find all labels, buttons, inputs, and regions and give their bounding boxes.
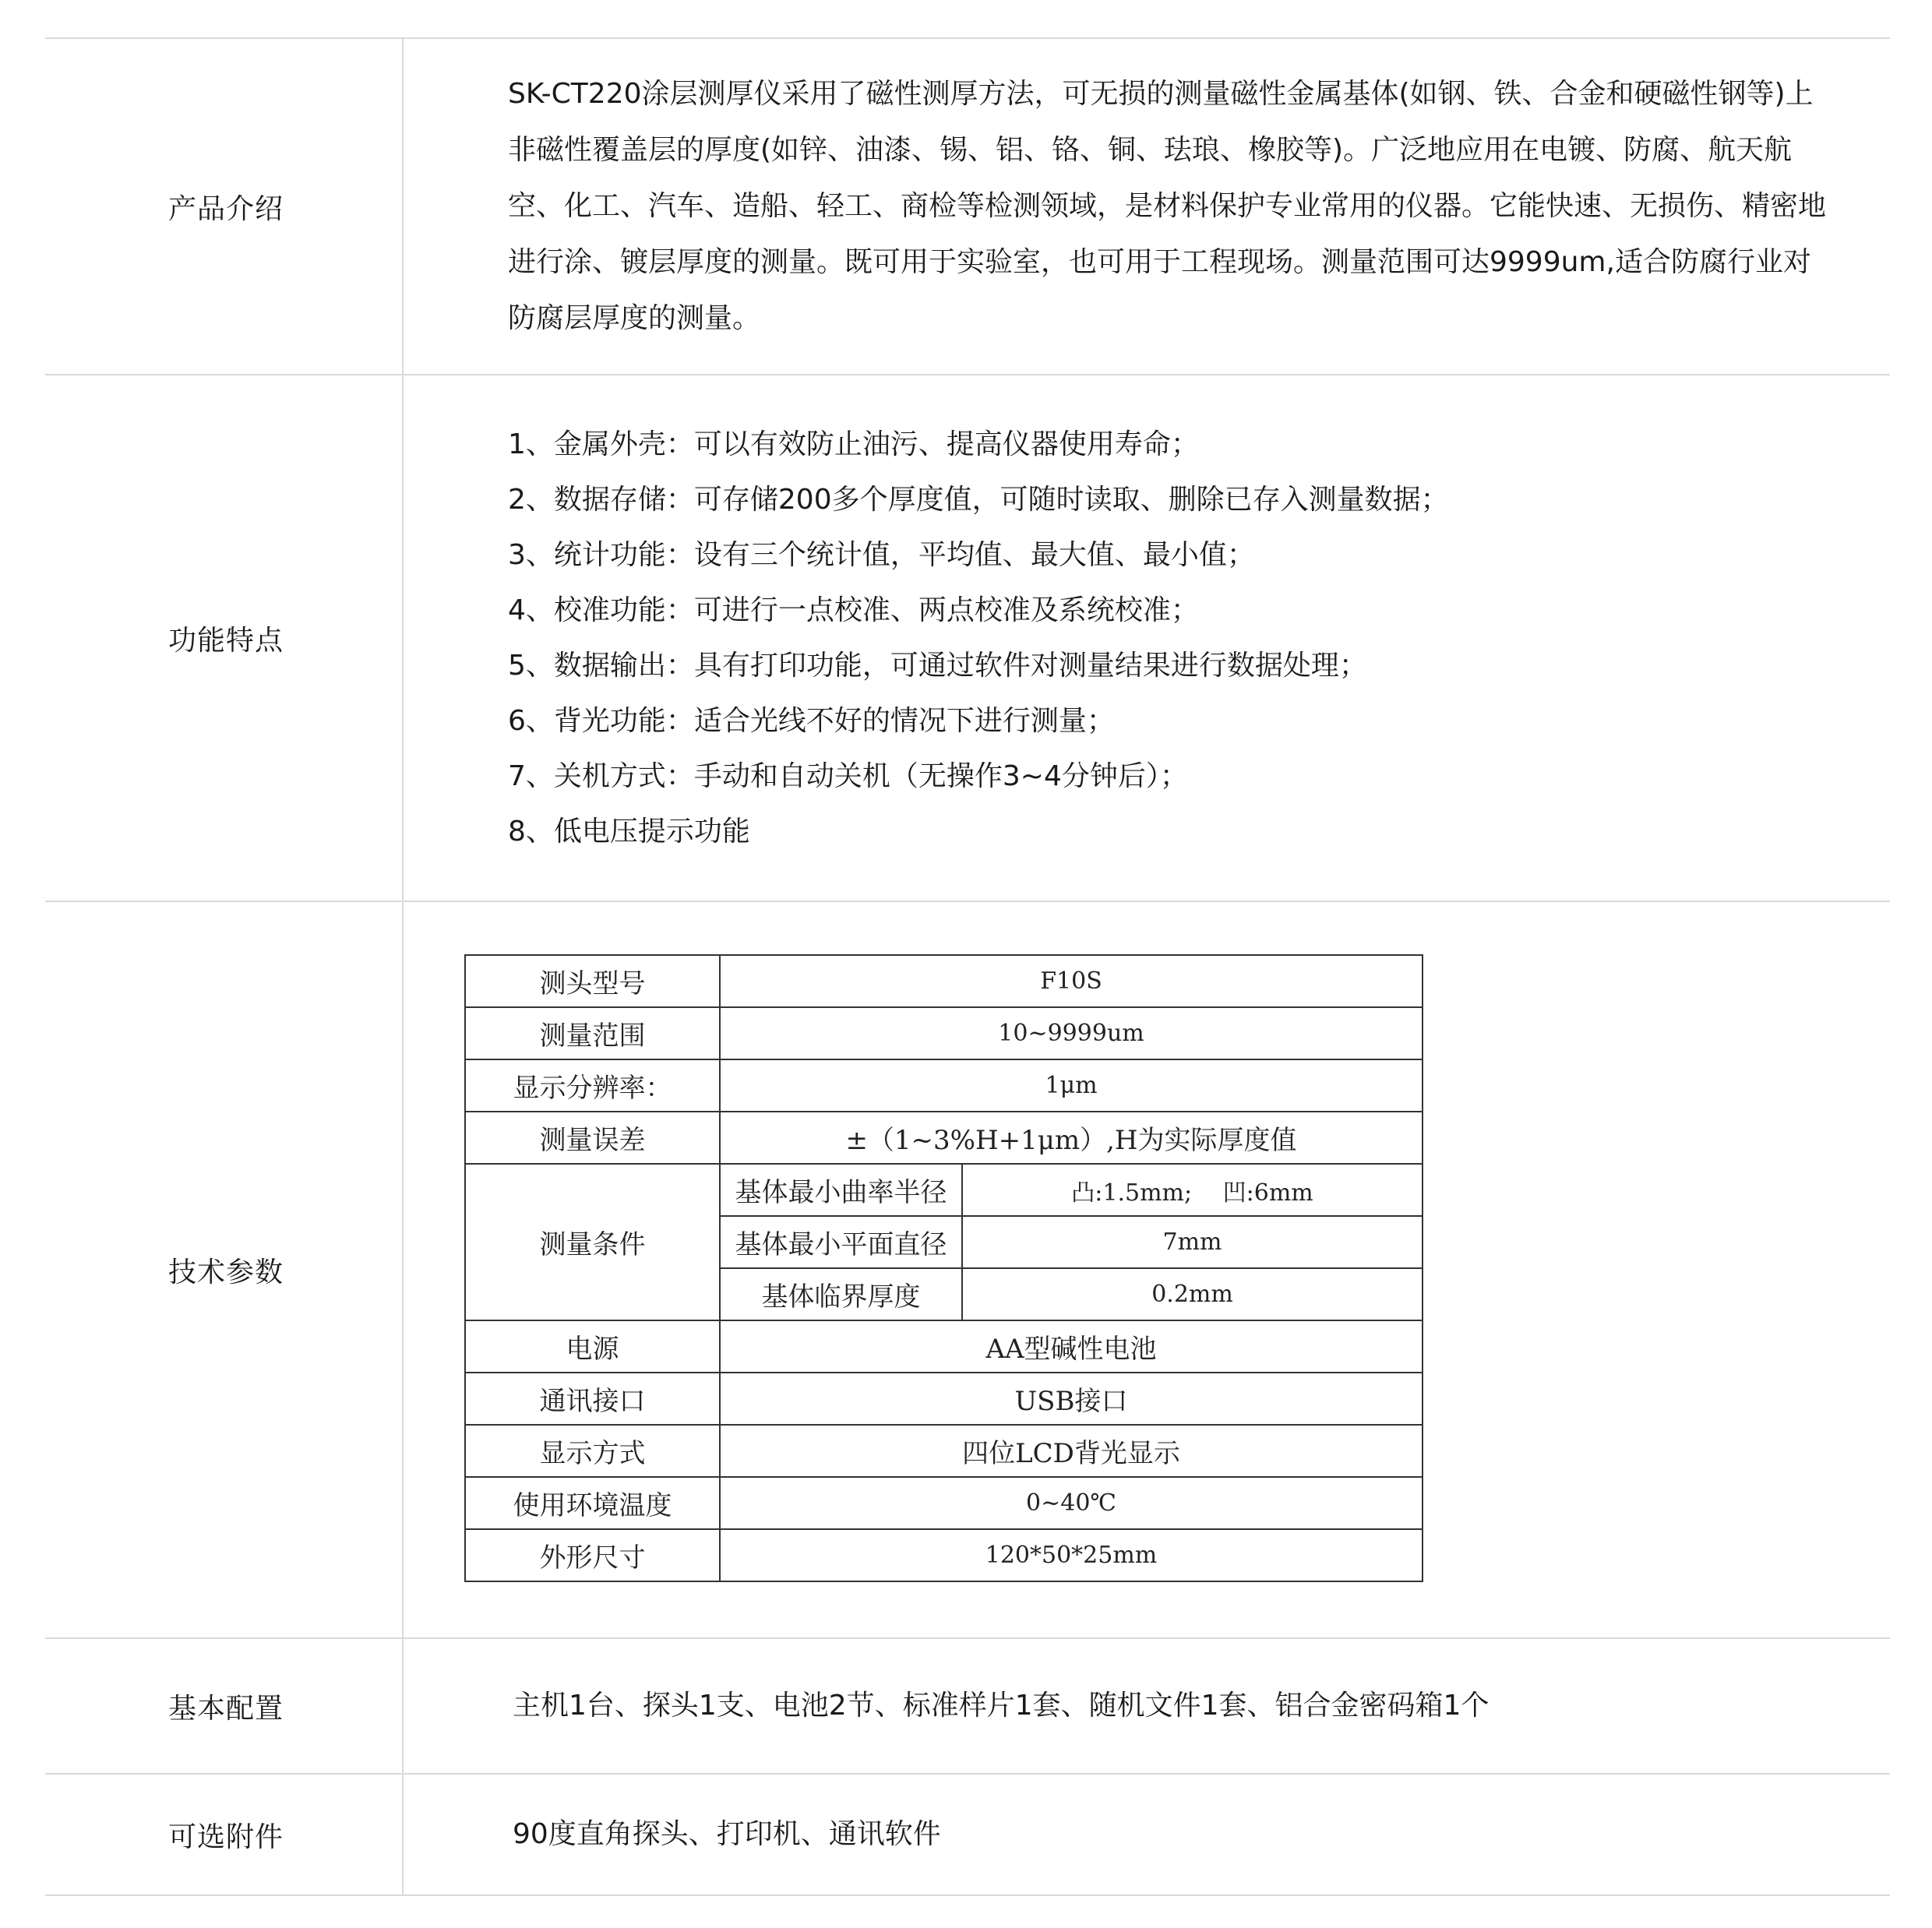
spec-name: 通讯接口 — [465, 1373, 720, 1425]
section-label-cell — [45, 1775, 404, 1895]
spec-name: 测头型号 — [465, 955, 720, 1007]
feature-item: 1、金属外壳：可以有效防止油污、提高仪器使用寿命； — [508, 428, 1199, 460]
section-features — [45, 374, 1890, 901]
table-row — [465, 1007, 1423, 1059]
spec-name: 电源 — [465, 1320, 720, 1373]
section-label-specs: 技术参数 — [168, 1256, 284, 1288]
section-label-cell — [45, 375, 404, 901]
spec-name: 外形尺寸 — [465, 1529, 720, 1581]
section-label-cell — [45, 902, 404, 1637]
feature-item: 4、校准功能：可进行一点校准、两点校准及系统校准； — [508, 594, 1199, 626]
spec-value: 120*50*25mm — [720, 1529, 1423, 1581]
section-label-features: 功能特点 — [168, 624, 284, 657]
spec-value: 0~40℃ — [720, 1477, 1423, 1529]
section-accessories — [45, 1773, 1890, 1896]
spec-value: AA型碱性电池 — [720, 1320, 1423, 1373]
intro-paragraph: SK-CT220涂层测厚仪采用了磁性测厚方法，可无损的测量磁性金属基体(如钢、铁、合金和硬磁性钢等)上非磁性覆盖层的厚度(如锌、油漆、锡、铝、铬、铜、珐琅、橡胶等)。广泛地应用在电镀、防腐、航天航空、化工、汽车、造船、轻工、商检等检测领域，是材料保护专业常用的仪器。它能快速、无损伤、精密地进行涂、镀层厚度的测量。既可用于实验室，也可用于工程现场。测量范围可达9999um,适合防腐行业对防腐层厚度的测量。 — [508, 78, 1827, 334]
spec-value: 1μm — [720, 1059, 1423, 1112]
section-content-accessories — [404, 1775, 1890, 1895]
table-row — [465, 1320, 1423, 1373]
spec-value: F10S — [720, 955, 1423, 1007]
spec-subname: 基体最小平面直径 — [720, 1216, 962, 1268]
feature-item: 8、低电压提示功能 — [508, 816, 750, 848]
table-row — [465, 955, 1423, 1007]
spec-value: 四位LCD背光显示 — [720, 1425, 1423, 1477]
section-content-specs — [404, 902, 1890, 1637]
feature-list — [508, 417, 1449, 859]
spec-name: 测量范围 — [465, 1007, 720, 1059]
section-label-accessories: 可选附件 — [168, 1820, 284, 1853]
spec-value: 10~9999um — [720, 1007, 1423, 1059]
accessories-text: 90度直角探头、打印机、通讯软件 — [513, 1818, 941, 1850]
spec-subname: 基体最小曲率半径 — [720, 1164, 962, 1216]
section-config — [45, 1637, 1890, 1773]
table-row — [465, 1059, 1423, 1112]
spec-name: 显示分辨率： — [465, 1059, 720, 1112]
spec-value: 0.2mm — [962, 1268, 1423, 1320]
spec-name: 使用环境温度 — [465, 1477, 720, 1529]
spec-name: 测量误差 — [465, 1112, 720, 1164]
spec-value: 7mm — [962, 1216, 1423, 1268]
config-text: 主机1台、探头1支、电池2节、标准样片1套、随机文件1套、铝合金密码箱1个 — [513, 1690, 1490, 1722]
section-label-cell — [45, 1639, 404, 1773]
section-content-features — [404, 375, 1890, 901]
section-label-intro: 产品介绍 — [168, 192, 284, 225]
section-specs — [45, 901, 1890, 1637]
section-content-config — [404, 1639, 1890, 1773]
feature-item: 2、数据存储：可存储200多个厚度值，可随时读取、删除已存入测量数据； — [508, 484, 1449, 516]
spec-name: 显示方式 — [465, 1425, 720, 1477]
spec-value: 凸:1.5mm; 凹:6mm — [962, 1164, 1423, 1216]
table-row — [465, 1477, 1423, 1529]
section-label-config: 基本配置 — [168, 1692, 284, 1725]
spec-value: ±（1~3%H+1μm）,H为实际厚度值 — [720, 1112, 1423, 1164]
spec-subname: 基体临界厚度 — [720, 1268, 962, 1320]
spec-table — [464, 954, 1423, 1582]
table-row — [465, 1164, 1423, 1216]
section-intro — [45, 37, 1890, 374]
spec-name: 测量条件 — [465, 1164, 720, 1320]
feature-item: 5、数据输出：具有打印功能，可通过软件对测量结果进行数据处理； — [508, 650, 1367, 682]
feature-item: 6、背光功能：适合光线不好的情况下进行测量； — [508, 705, 1115, 737]
table-row — [465, 1425, 1423, 1477]
product-info-sheet — [45, 37, 1890, 1896]
section-label-cell — [45, 39, 404, 374]
spec-value: USB接口 — [720, 1373, 1423, 1425]
section-content-intro — [404, 39, 1890, 374]
feature-item: 3、统计功能：设有三个统计值，平均值、最大值、最小值； — [508, 539, 1255, 571]
feature-item: 7、关机方式：手动和自动关机（无操作3~4分钟后）； — [508, 760, 1188, 792]
table-row — [465, 1112, 1423, 1164]
table-row — [465, 1373, 1423, 1425]
table-row — [465, 1529, 1423, 1581]
